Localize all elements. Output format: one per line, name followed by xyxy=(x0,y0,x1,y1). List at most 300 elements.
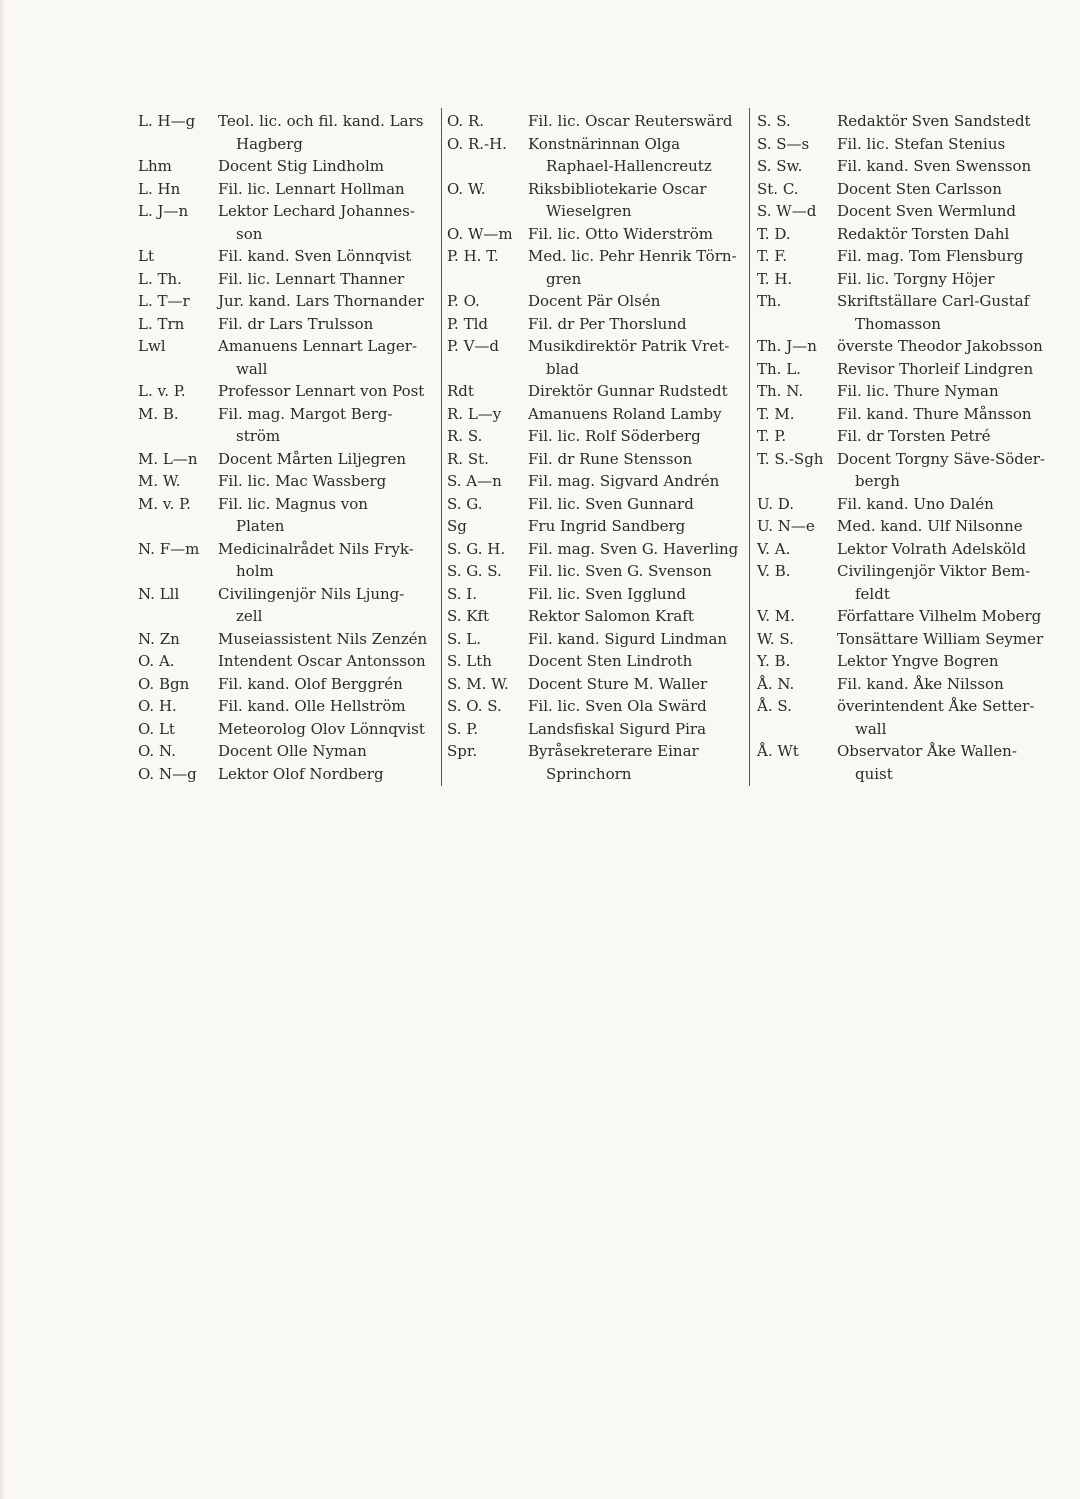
author-name xyxy=(528,583,747,606)
signature-abbreviation: T. P. xyxy=(757,427,787,445)
list-item xyxy=(757,605,1057,628)
signature-abbreviation: R. L—y xyxy=(447,404,502,423)
author-name xyxy=(837,380,1057,403)
author-name-continuation: quist xyxy=(855,764,893,783)
list-item xyxy=(757,448,1057,493)
author-name xyxy=(837,358,1057,381)
author-name xyxy=(218,313,438,336)
list-item xyxy=(757,200,1057,223)
signature-abbreviation: L. Th. xyxy=(138,269,182,288)
signature-abbreviation: Å. S. xyxy=(757,697,792,715)
list-item xyxy=(447,448,747,471)
author-name-line: Fil. dr Rune Stensson xyxy=(528,449,693,468)
author-name xyxy=(837,493,1057,516)
author-name-line: Docent Torgny Säve-Söder- xyxy=(837,449,1046,468)
list-item xyxy=(447,538,747,561)
list-item xyxy=(757,628,1057,651)
signature-abbreviation: M. B. xyxy=(138,404,179,423)
author-name-line: Revisor Thorleif Lindgren xyxy=(837,359,1034,378)
author-name xyxy=(218,268,438,291)
signature-abbreviation: S. Lth xyxy=(447,652,492,670)
signature-abbreviation: O. Lt xyxy=(138,719,175,738)
list-item xyxy=(757,673,1057,696)
author-name xyxy=(837,335,1057,358)
author-name-line: Medicinalrådet Nils Fryk- xyxy=(218,539,414,558)
author-name xyxy=(218,493,438,538)
author-name-line: Fil. lic. Sven G. Svenson xyxy=(528,562,712,580)
author-name xyxy=(528,313,747,336)
author-name-continuation: Raphael-Hallencreutz xyxy=(546,157,712,175)
author-name-continuation: Platen xyxy=(236,517,285,535)
signature-abbreviation: N. Lll xyxy=(138,584,180,603)
author-name-line: Fil. lic. Sven Ola Swärd xyxy=(528,697,707,715)
author-name-line: Fil. lic. Sven Gunnard xyxy=(528,494,694,513)
author-name-line: Docent Sten Lindroth xyxy=(528,652,693,670)
signature-abbreviation: V. B. xyxy=(757,562,791,580)
signature-abbreviation: L. Trn xyxy=(138,314,185,333)
signature-abbreviation: V. A. xyxy=(757,539,791,558)
list-item xyxy=(447,425,747,448)
author-name-line: Meteorolog Olov Lönnqvist xyxy=(218,719,425,738)
signature-abbreviation: N. F—m xyxy=(138,539,200,558)
author-name-line: Fil. dr Lars Trulsson xyxy=(218,314,374,333)
author-name xyxy=(837,290,1057,335)
signature-abbreviation: O. N. xyxy=(138,742,176,760)
list-item xyxy=(447,133,747,178)
signature-abbreviation: T. D. xyxy=(757,224,791,243)
signature-abbreviation: O. A. xyxy=(138,652,175,670)
signature-abbreviation: Lwl xyxy=(138,337,166,355)
signature-abbreviation: U. D. xyxy=(757,494,795,513)
signature-abbreviation: S. G. xyxy=(447,494,483,513)
list-item xyxy=(447,470,747,493)
author-name xyxy=(837,425,1057,448)
list-item xyxy=(757,650,1057,673)
author-name-line: Fil. kand. Sven Lönnqvist xyxy=(218,247,412,265)
list-item xyxy=(447,335,747,380)
signature-abbreviation: V. M. xyxy=(757,607,795,625)
signature-abbreviation: P. V—d xyxy=(447,337,500,355)
author-name-line: Fil. lic. Lennart Thanner xyxy=(218,269,405,288)
list-item xyxy=(447,403,747,426)
list-item xyxy=(447,515,747,538)
list-item xyxy=(447,673,747,696)
signature-abbreviation: Y. B. xyxy=(757,652,791,670)
signature-abbreviation: M. v. P. xyxy=(138,494,191,513)
author-name xyxy=(837,268,1057,291)
author-name xyxy=(218,200,438,245)
list-item xyxy=(138,763,438,786)
author-name-line: Lektor Olof Nordberg xyxy=(218,764,384,783)
signature-abbreviation: Å. N. xyxy=(757,674,795,693)
signature-abbreviation: O. N—g xyxy=(138,764,197,783)
author-name-line: Lektor Yngve Bogren xyxy=(837,652,999,670)
list-item xyxy=(757,695,1057,740)
author-name-line: Direktör Gunnar Rudstedt xyxy=(528,382,728,400)
signature-abbreviation: O. W—m xyxy=(447,224,513,243)
signature-abbreviation: Spr. xyxy=(447,742,478,760)
signature-abbreviation: Th. xyxy=(757,292,782,310)
signature-abbreviation: L. J—n xyxy=(138,202,189,220)
author-name-continuation: blad xyxy=(546,359,579,378)
signature-abbreviation: Rdt xyxy=(447,382,474,400)
author-name-line: Riksbibliotekarie Oscar xyxy=(528,179,707,198)
author-name xyxy=(837,538,1057,561)
author-name xyxy=(837,740,1057,785)
author-name-continuation: bergh xyxy=(855,472,900,490)
author-name xyxy=(218,448,438,471)
list-item xyxy=(138,403,438,448)
signature-abbreviation: N. Zn xyxy=(138,629,180,648)
signature-abbreviation: U. N—e xyxy=(757,517,815,535)
list-item xyxy=(447,740,747,785)
author-name-line: Fil. mag. Sven G. Haverling xyxy=(528,539,739,558)
list-item xyxy=(138,245,438,268)
signature-abbreviation: S. L. xyxy=(447,629,482,648)
author-name xyxy=(528,403,747,426)
author-name-continuation: feldt xyxy=(855,584,890,603)
signature-abbreviation: Sg xyxy=(447,517,467,535)
author-name-line: Författare Vilhelm Moberg xyxy=(837,607,1042,625)
author-name xyxy=(837,223,1057,246)
author-name-line: Docent Mårten Liljegren xyxy=(218,449,406,468)
signature-abbreviation: L. T—r xyxy=(138,292,190,310)
list-item xyxy=(757,425,1057,448)
author-name xyxy=(837,515,1057,538)
list-item xyxy=(757,245,1057,268)
list-item xyxy=(757,403,1057,426)
signature-abbreviation: M. L—n xyxy=(138,449,198,468)
signature-abbreviation: P. O. xyxy=(447,292,480,310)
author-name-continuation: ström xyxy=(236,427,281,445)
author-name xyxy=(218,245,438,268)
signature-abbreviation: S. Kft xyxy=(447,607,490,625)
author-name-line: Docent Sven Wermlund xyxy=(837,202,1017,220)
author-name xyxy=(218,110,438,155)
column-3 xyxy=(757,110,1057,785)
signature-abbreviation: S. G. H. xyxy=(447,539,506,558)
signature-abbreviation: S. A—n xyxy=(447,472,502,490)
author-name xyxy=(528,538,747,561)
signature-abbreviation: S. S—s xyxy=(757,134,810,153)
author-name xyxy=(528,470,747,493)
column-1 xyxy=(138,110,438,785)
signature-abbreviation: S. Sw. xyxy=(757,157,803,175)
author-name-line: Fil. kand. Uno Dalén xyxy=(837,494,994,513)
list-item xyxy=(447,178,747,223)
list-item xyxy=(138,380,438,403)
author-name-line: Fil. kand. Olof Berggrén xyxy=(218,674,403,693)
list-item xyxy=(757,290,1057,335)
signature-abbreviation: S. O. S. xyxy=(447,697,502,715)
list-item xyxy=(447,718,747,741)
signature-abbreviation: R. S. xyxy=(447,427,483,445)
author-name-line: Med. lic. Pehr Henrik Törn- xyxy=(528,247,737,265)
column-2 xyxy=(447,110,747,785)
signature-abbreviation: St. C. xyxy=(757,179,799,198)
list-item xyxy=(138,718,438,741)
author-name-line: Fil. lic. Stefan Stenius xyxy=(837,134,1006,153)
signature-abbreviation: W. S. xyxy=(757,629,794,648)
signature-abbreviation: M. W. xyxy=(138,472,181,490)
author-name xyxy=(528,605,747,628)
list-item xyxy=(138,178,438,201)
author-name-line: Fil. kand. Åke Nilsson xyxy=(837,674,1004,693)
list-item xyxy=(757,380,1057,403)
signature-abbreviation: O. R. xyxy=(447,112,485,130)
author-name xyxy=(218,290,438,313)
author-name-continuation: son xyxy=(236,224,263,243)
signature-abbreviation: O. R.-H. xyxy=(447,134,507,153)
author-name xyxy=(528,133,747,178)
author-name-line: Museiassistent Nils Zenzén xyxy=(218,629,428,648)
author-name-continuation: Sprinchorn xyxy=(546,764,632,783)
list-item xyxy=(447,380,747,403)
signature-abbreviation: O. W. xyxy=(447,179,486,198)
author-name-line: Docent Sture M. Waller xyxy=(528,674,708,693)
author-name-line: Byråsekreterare Einar xyxy=(528,742,699,760)
list-item xyxy=(138,628,438,651)
author-name xyxy=(218,155,438,178)
author-name xyxy=(528,740,747,785)
author-name xyxy=(528,425,747,448)
signature-abbreviation: Lhm xyxy=(138,157,172,175)
list-item xyxy=(757,155,1057,178)
author-name xyxy=(837,673,1057,696)
author-name-line: Fil. dr Per Thorslund xyxy=(528,314,687,333)
author-name-line: Fil. dr Torsten Petré xyxy=(837,427,991,445)
list-item xyxy=(138,268,438,291)
author-name-line: Fil. kand. Thure Månsson xyxy=(837,404,1032,423)
list-item xyxy=(757,515,1057,538)
author-name-continuation: zell xyxy=(236,607,263,625)
signature-abbreviation: S. P. xyxy=(447,719,479,738)
author-name-line: Docent Stig Lindholm xyxy=(218,157,384,175)
author-name-line: Docent Olle Nyman xyxy=(218,742,367,760)
signature-abbreviation: S. W—d xyxy=(757,202,817,220)
author-name xyxy=(837,133,1057,156)
list-item xyxy=(447,560,747,583)
signature-abbreviation: Th. N. xyxy=(757,382,804,400)
author-name xyxy=(218,470,438,493)
list-item xyxy=(138,740,438,763)
list-item xyxy=(757,178,1057,201)
author-name-line: Fil. mag. Tom Flensburg xyxy=(837,247,1024,265)
author-name xyxy=(528,335,747,380)
author-name-line: Civilingenjör Viktor Bem- xyxy=(837,562,1031,580)
author-name-line: Tonsättare William Seymer xyxy=(837,629,1044,648)
author-name-line: Docent Pär Olsén xyxy=(528,292,661,310)
author-name xyxy=(528,673,747,696)
list-item xyxy=(138,335,438,380)
signature-abbreviation: S. G. S. xyxy=(447,562,502,580)
list-item xyxy=(138,313,438,336)
author-name xyxy=(218,650,438,673)
author-name-line: Jur. kand. Lars Thornander xyxy=(218,292,424,310)
author-name-line: Amanuens Lennart Lager- xyxy=(218,337,418,355)
author-name xyxy=(218,538,438,583)
signature-abbreviation: S. M. W. xyxy=(447,674,509,693)
signature-abbreviation: P. Tld xyxy=(447,314,488,333)
list-item xyxy=(447,493,747,516)
list-item xyxy=(138,650,438,673)
signature-abbreviation: L. v. P. xyxy=(138,382,186,400)
author-name xyxy=(837,155,1057,178)
signature-abbreviation: R. St. xyxy=(447,449,489,468)
author-name xyxy=(528,380,747,403)
author-name xyxy=(837,178,1057,201)
author-name-continuation: Wieselgren xyxy=(546,202,632,220)
author-name xyxy=(218,335,438,380)
list-item xyxy=(138,110,438,155)
author-name-line: Musikdirektör Patrik Vret- xyxy=(528,337,730,355)
signature-abbreviation: T. S.-Sgh xyxy=(757,449,824,468)
author-name xyxy=(837,110,1057,133)
author-name-line: Fil. lic. Thure Nyman xyxy=(837,382,999,400)
signature-abbreviation: S. S. xyxy=(757,112,791,130)
author-name-line: Lektor Lechard Johannes- xyxy=(218,202,415,220)
author-name xyxy=(218,380,438,403)
author-name xyxy=(218,583,438,628)
author-name-line: Professor Lennart von Post xyxy=(218,382,425,400)
author-name-line: Fil. mag. Sigvard Andrén xyxy=(528,472,720,490)
author-name xyxy=(218,403,438,448)
list-item xyxy=(447,605,747,628)
author-name-line: Fil. lic. Torgny Höjer xyxy=(837,269,995,288)
author-name xyxy=(528,560,747,583)
author-name xyxy=(218,628,438,651)
author-name-line: Fil. lic. Oscar Reuterswärd xyxy=(528,112,733,130)
signature-abbreviation: Å. Wt xyxy=(757,742,799,760)
author-name xyxy=(528,718,747,741)
author-name xyxy=(837,650,1057,673)
list-item xyxy=(138,695,438,718)
author-name-line: Fil. lic. Magnus von xyxy=(218,494,368,513)
list-item xyxy=(757,560,1057,605)
list-item xyxy=(447,583,747,606)
author-name-line: Docent Sten Carlsson xyxy=(837,179,1002,198)
author-name xyxy=(218,178,438,201)
author-name-line: Teol. lic. och fil. kand. Lars xyxy=(218,112,424,130)
list-item xyxy=(138,673,438,696)
author-name-continuation: gren xyxy=(546,269,582,288)
signature-abbreviation: O. Bgn xyxy=(138,674,190,693)
signature-abbreviation: L. Hn xyxy=(138,179,181,198)
author-name-line: Observator Åke Wallen- xyxy=(837,742,1017,760)
author-name xyxy=(528,493,747,516)
author-name-line: Redaktör Torsten Dahl xyxy=(837,224,1010,243)
list-item xyxy=(138,583,438,628)
author-name-continuation: holm xyxy=(236,562,274,580)
author-name-line: Lektor Volrath Adelsköld xyxy=(837,539,1027,558)
signature-abbreviation: L. H—g xyxy=(138,112,196,130)
author-name-continuation: Hagberg xyxy=(236,134,303,153)
author-name xyxy=(837,560,1057,605)
author-name xyxy=(837,448,1057,493)
signature-abbreviation: T. H. xyxy=(757,269,793,288)
author-name-line: Fil. lic. Mac Wassberg xyxy=(218,472,387,490)
author-name-line: Intendent Oscar Antonsson xyxy=(218,652,426,670)
author-name-line: Konstnärinnan Olga xyxy=(528,134,681,153)
author-name xyxy=(218,695,438,718)
signature-abbreviation: T. F. xyxy=(757,247,788,265)
author-name xyxy=(528,515,747,538)
author-name xyxy=(218,673,438,696)
author-name xyxy=(837,200,1057,223)
signature-abbreviation: S. I. xyxy=(447,584,477,603)
list-item xyxy=(757,740,1057,785)
author-name xyxy=(837,245,1057,268)
author-name xyxy=(218,763,438,786)
signature-abbreviation: Th. L. xyxy=(757,359,801,378)
author-name-line: Rektor Salomon Kraft xyxy=(528,607,694,625)
author-name xyxy=(837,695,1057,740)
signature-abbreviation: T. M. xyxy=(757,404,795,423)
list-item xyxy=(757,223,1057,246)
list-item xyxy=(138,470,438,493)
author-name-line: Fil. kand. Sigurd Lindman xyxy=(528,629,728,648)
author-name xyxy=(528,628,747,651)
author-name-line: Fil. lic. Sven Igglund xyxy=(528,584,686,603)
column-divider xyxy=(441,108,442,786)
author-name xyxy=(528,695,747,718)
author-name xyxy=(837,628,1057,651)
author-name xyxy=(218,718,438,741)
author-name-line: överintendent Åke Setter- xyxy=(837,697,1035,715)
author-name-line: Fil. lic. Lennart Hollman xyxy=(218,179,405,198)
author-name xyxy=(528,290,747,313)
list-item xyxy=(757,493,1057,516)
author-name-line: Redaktör Sven Sandstedt xyxy=(837,112,1031,130)
list-item xyxy=(757,268,1057,291)
author-name xyxy=(528,650,747,673)
author-name-line: Fil. lic. Rolf Söderberg xyxy=(528,427,701,445)
list-item xyxy=(447,110,747,133)
signature-abbreviation: P. H. T. xyxy=(447,247,499,265)
author-name-line: Civilingenjör Nils Ljung- xyxy=(218,584,405,603)
author-name-line: Fil. kand. Olle Hellström xyxy=(218,697,406,715)
list-item xyxy=(447,245,747,290)
author-name-line: Fru Ingrid Sandberg xyxy=(528,517,686,535)
list-item xyxy=(138,200,438,245)
list-item xyxy=(757,358,1057,381)
author-name xyxy=(528,448,747,471)
list-item xyxy=(757,538,1057,561)
author-name-line: Fil. mag. Margot Berg- xyxy=(218,404,393,423)
author-name xyxy=(218,740,438,763)
list-item xyxy=(447,695,747,718)
author-name-line: Med. kand. Ulf Nilsonne xyxy=(837,517,1023,535)
author-name xyxy=(837,403,1057,426)
signature-abbreviation: O. H. xyxy=(138,697,177,715)
author-name-continuation: wall xyxy=(236,359,268,378)
author-name xyxy=(528,178,747,223)
list-item xyxy=(447,290,747,313)
author-name-line: Fil. lic. Otto Widerström xyxy=(528,224,713,243)
column-divider xyxy=(749,108,750,786)
author-name xyxy=(528,245,747,290)
list-item xyxy=(447,313,747,336)
author-name-continuation: wall xyxy=(855,719,887,738)
author-name xyxy=(528,110,747,133)
list-item xyxy=(757,133,1057,156)
list-item xyxy=(138,155,438,178)
author-name-line: Landsfiskal Sigurd Pira xyxy=(528,719,707,738)
list-item xyxy=(138,493,438,538)
author-name-line: Amanuens Roland Lamby xyxy=(528,404,722,423)
list-item xyxy=(757,335,1057,358)
author-name-line: överste Theodor Jakobsson xyxy=(837,337,1043,355)
